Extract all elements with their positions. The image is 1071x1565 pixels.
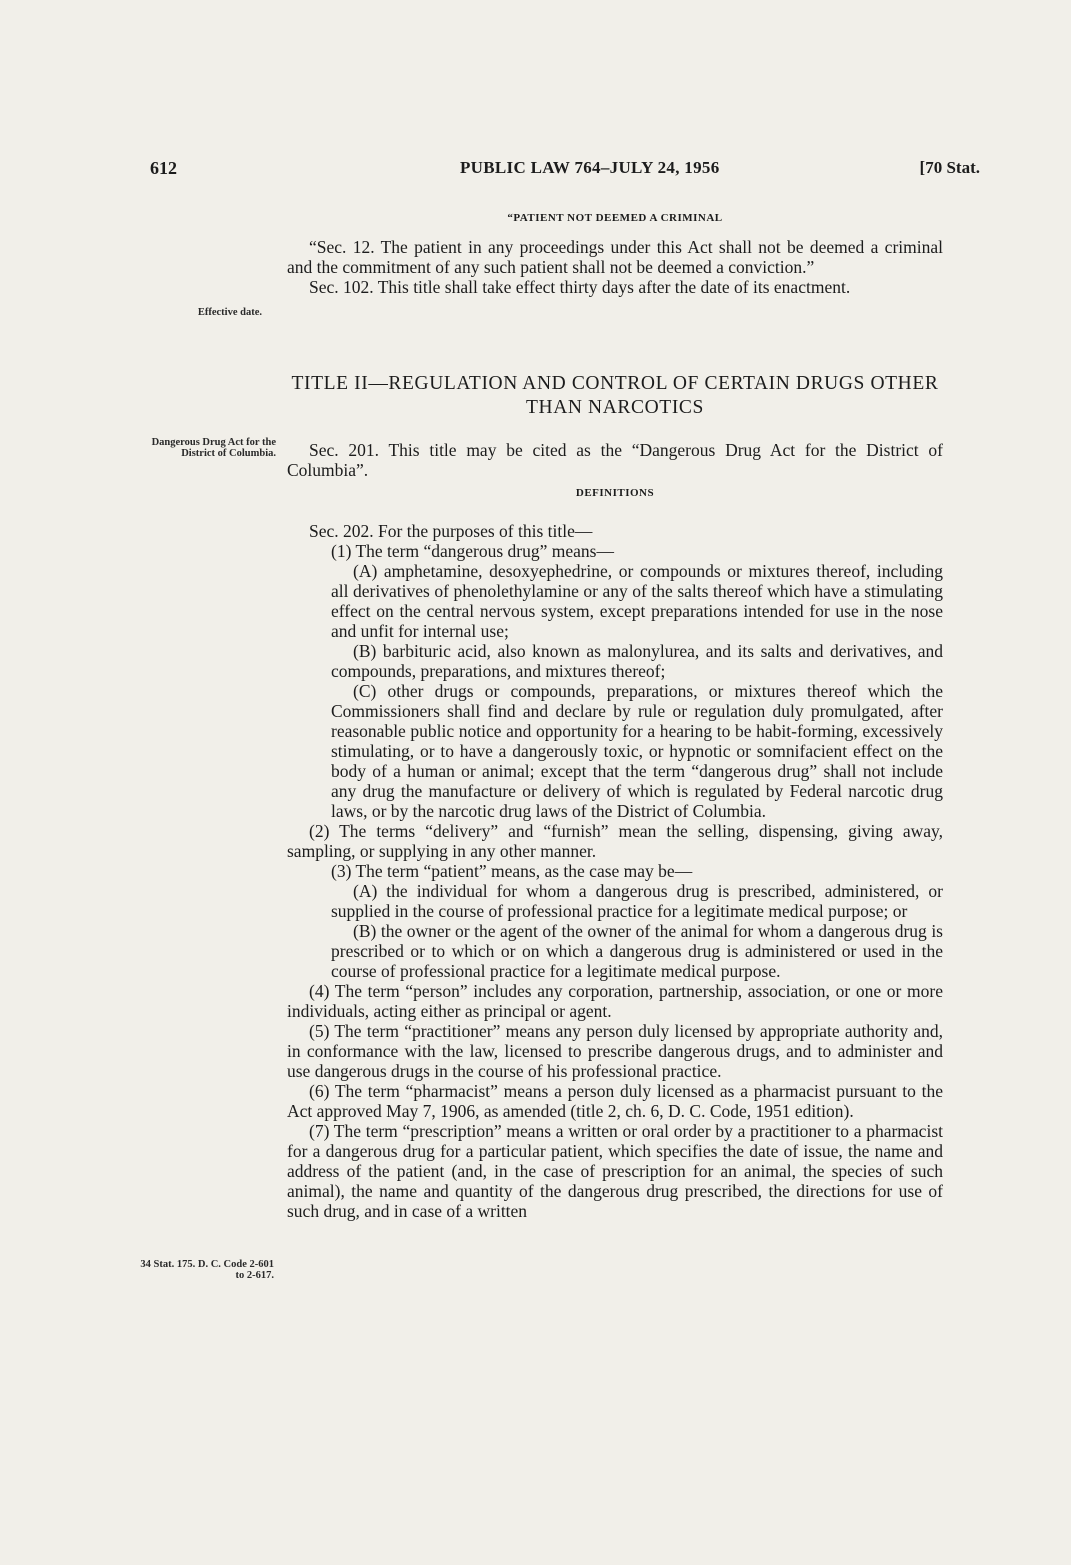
paragraph-1c: (C) other drugs or compounds, preparations, or mixtures thereof which the Commissioners shall find and declare by rule or regulation duly promulgated, after reasonable public notice and opportunity for a hearing to be habit-forming, excessively stimulating, or to have a dangerously toxic, or hypnotic or somnifacient effect on the body of a human or animal; except that the term “dangerous drug” shall not include any drug the manufacture or delivery of which is regulated by Federal narcotic drug laws, or by the narcotic drug laws of the District of Columbia. bbox=[331, 681, 943, 821]
paragraph-1b: (B) barbituric acid, also known as malonylurea, and its salts and derivatives, and compounds, preparations, and mixtures thereof; bbox=[331, 641, 943, 681]
definitions-heading: DEFINITIONS bbox=[575, 487, 655, 499]
title-ii-heading bbox=[287, 372, 943, 420]
paragraph-1: (1) The term “dangerous drug” means— bbox=[331, 541, 614, 561]
running-title: PUBLIC LAW 764–JULY 24, 1956 bbox=[460, 158, 720, 177]
paragraph-sec-201: Sec. 201. This title may be cited as the “Dangerous Drug Act for the District of Columbia”. bbox=[287, 440, 943, 480]
section-heading: “PATIENT NOT DEEMED A CRIMINAL bbox=[507, 212, 723, 224]
paragraph-sec-202: Sec. 202. For the purposes of this title— bbox=[309, 521, 593, 541]
paragraph-sec-12: “Sec. 12. The patient in any proceedings under this Act shall not be deemed a criminal and the commitment of any such patient shall not be deemed a conviction.” bbox=[287, 237, 943, 277]
paragraph-3b: (B) the owner or the agent of the owner of the animal for whom a dangerous drug is prescribed or to which or on which a dangerous drug is administered or used in the course of professional practice for a legitimate medical purpose. bbox=[331, 921, 943, 981]
paragraph-sec-102: Sec. 102. This title shall take effect thirty days after the date of its enactment. bbox=[309, 277, 851, 297]
page-header bbox=[150, 158, 980, 188]
paragraph-4: (4) The term “person” includes any corporation, partnership, association, or one or more individuals, acting either as principal or agent. bbox=[287, 981, 943, 1021]
title-ii: TITLE II—REGULATION AND CONTROL OF CERTAIN DRUGS OTHER THAN NARCOTICS bbox=[291, 373, 939, 418]
paragraph-3: (3) The term “patient” means, as the case may be— bbox=[331, 861, 693, 881]
page-number: 612 bbox=[150, 158, 177, 178]
paragraph-7: (7) The term “prescription” means a written or oral order by a practitioner to a pharmacist for a dangerous drug for a particular patient, which specifies the date of issue, the name and address of the patient (and, in the case of prescription for an animal, the species of such animal), the name and quantity of the dangerous drug prescribed, the directions for use of such drug, and in case of a written bbox=[287, 1121, 943, 1221]
statute-reference: [70 Stat. bbox=[919, 158, 980, 177]
paragraph-6: (6) The term “pharmacist” means a person duly licensed as a pharmacist pursuant to the Act approved May 7, 1906, as amended (title 2, ch. 6, D. C. Code, 1951 edition). bbox=[287, 1081, 943, 1121]
paragraph-2: (2) The terms “delivery” and “furnish” mean the selling, dispensing, giving away, sampling, or supplying in any other manner. bbox=[287, 821, 943, 861]
margin-note-dangerous-drug-act: Dangerous Drug Act for the District of Columbia. bbox=[151, 437, 276, 459]
section-patient-not-criminal bbox=[287, 208, 943, 297]
section-definitions bbox=[287, 440, 943, 1221]
margin-note-effective-date: Effective date. bbox=[197, 307, 262, 318]
margin-note-stat-citation: 34 Stat. 175. D. C. Code 2-601 to 2-617. bbox=[140, 1259, 274, 1281]
paragraph-1a: (A) amphetamine, desoxyephedrine, or compounds or mixtures thereof, including all derivatives of phenolethylamine or any of the salts thereof which have a stimulating effect on the central nervous system, except preparations intended for use in the nose and unfit for internal use; bbox=[331, 561, 943, 641]
paragraph-5: (5) The term “practitioner” means any person duly licensed by appropriate authority and, in conformance with the law, licensed to prescribe dangerous drugs, and to administer and use dangerous drugs in the course of his professional practice. bbox=[287, 1021, 943, 1081]
paragraph-3a: (A) the individual for whom a dangerous drug is prescribed, administered, or supplied in the course of professional practice for a legitimate medical purpose; or bbox=[331, 881, 943, 921]
